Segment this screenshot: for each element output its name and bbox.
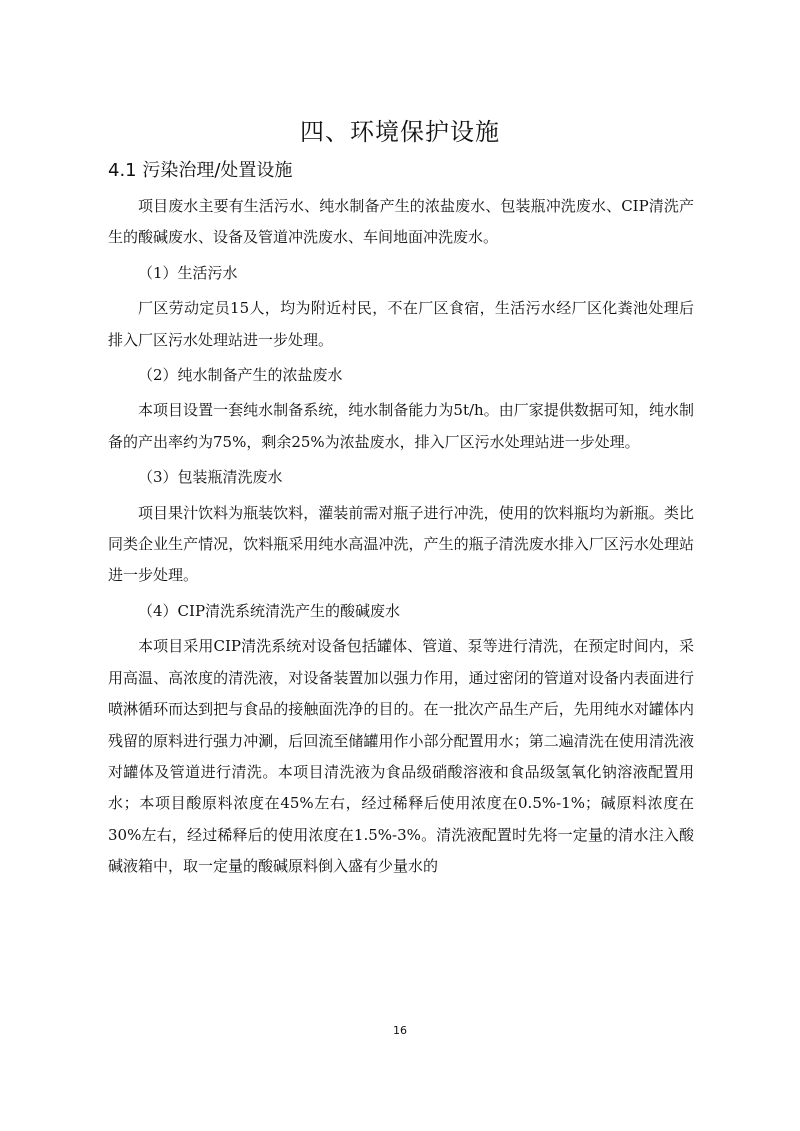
paragraph-cip-wastewater: 本项目采用CIP清洗系统对设备包括罐体、管道、泵等进行清洗，在预定时间内，采用高温、高浓度的清洗液，对设备装置加以强力作用，通过密闭的管道对设备内表面进行喷淋循环而达到把与食品的接触面洗净的目的。在一批次产品生产后，先用纯水对罐体内残留的原料进行强力冲涮，后回流至储罐用作小部分配置用水；第二遍清洗在使用清洗液对罐体及管道进行清洗。本项目清洗液为食品级硝酸溶液和食品级氢氧化钠溶液配置用水；本项目酸原料浓度在45%左右，经过稀释后使用浓度在0.5%-1%；碱原料浓度在30%左右，经过稀释后的使用浓度在1.5%-3%。清洗液配置时先将一定量的清水注入酸碱液箱中，取一定量的酸碱原料倒入盛有少量水的 <box>108 637 694 876</box>
subheading-bottle-wash: （3）包装瓶清洗废水 <box>138 468 283 487</box>
document-body <box>108 191 694 883</box>
subheading-brine-wastewater: （2）纯水制备产生的浓盐废水 <box>138 366 343 385</box>
paragraph-domestic-sewage: 厂区劳动定员15人，均为附近村民，不在厂区食宿，生活污水经厂区化粪池处理后排入厂区污水处理站进一步处理。 <box>108 299 694 349</box>
section-heading: 4.1 污染治理/处置设施 <box>108 160 293 181</box>
chapter-title: 四、环境保护设施 <box>300 118 500 146</box>
subheading-domestic-sewage: （1）生活污水 <box>138 263 238 282</box>
subheading-cip-wastewater: （4）CIP清洗系统清洗产生的酸碱废水 <box>138 601 401 620</box>
page-number: 16 <box>393 1024 407 1037</box>
paragraph-brine-wastewater: 本项目设置一套纯水制备系统，纯水制备能力为5t/h。由厂家提供数据可知，纯水制备的产出率约为75%，剩余25%为浓盐废水，排入厂区污水处理站进一步处理。 <box>108 401 694 451</box>
paragraph-bottle-wash: 项目果汁饮料为瓶装饮料，灌装前需对瓶子进行冲洗，使用的饮料瓶均为新瓶。类比同类企业生产情况，饮料瓶采用纯水高温冲洗，产生的瓶子清洗废水排入厂区污水处理站进一步处理。 <box>108 503 694 585</box>
paragraph-intro: 项目废水主要有生活污水、纯水制备产生的浓盐废水、包装瓶冲洗废水、CIP清洗产生的酸碱废水、设备及管道冲洗废水、车间地面冲洗废水。 <box>108 197 694 247</box>
